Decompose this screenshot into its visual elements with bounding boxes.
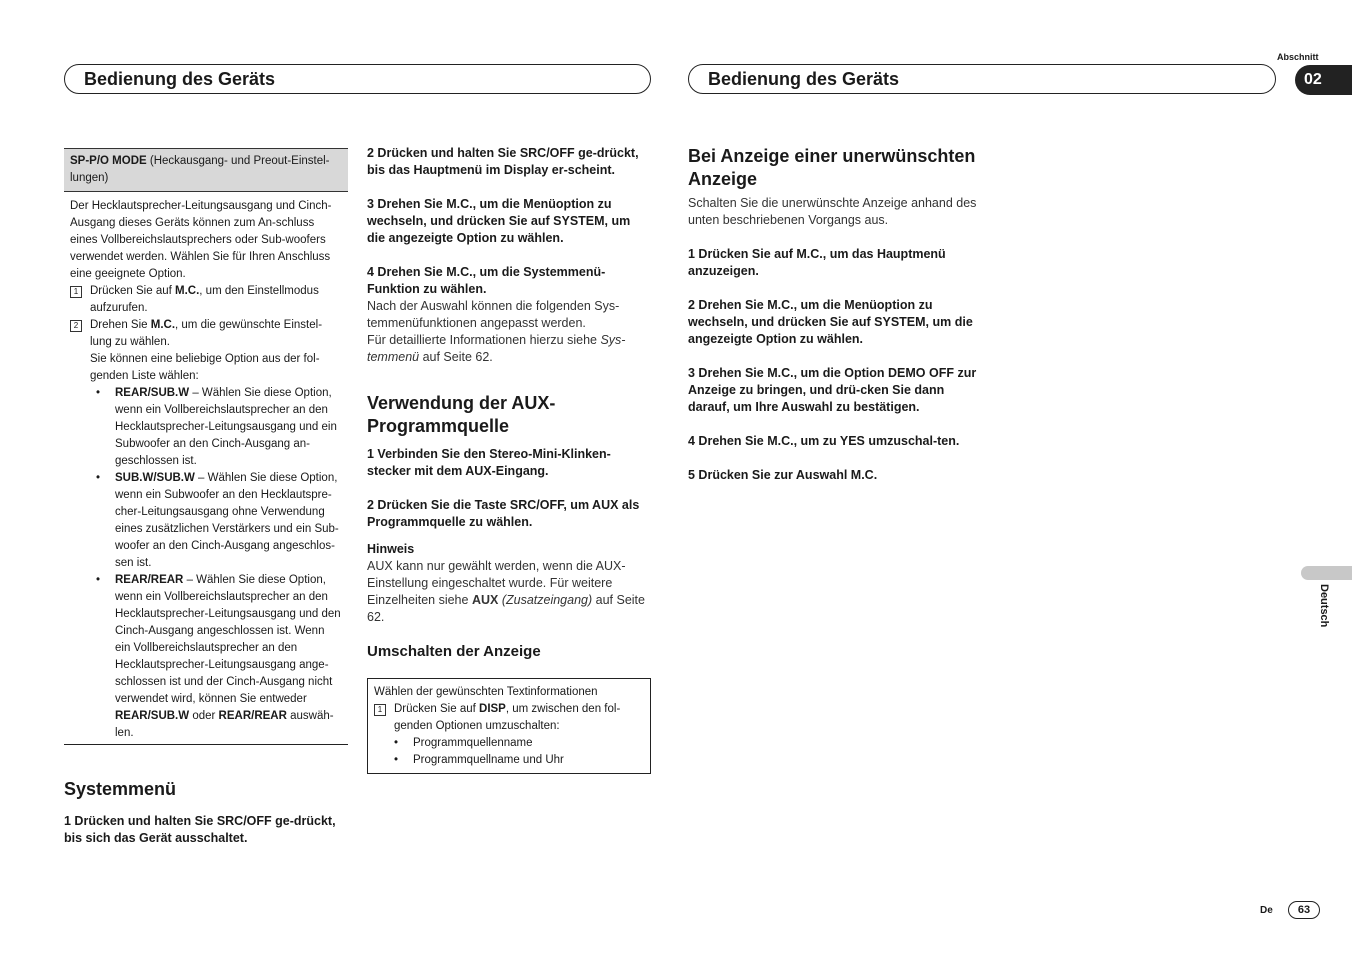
display-box-intro: Wählen der gewünschten Textinformationen: [374, 686, 598, 698]
step-text: [90, 317, 342, 351]
option-bullet: [96, 385, 342, 470]
hinweis-text-a: AUX kann nur gewählt werden, wenn die AUX-Einstellung eingeschaltet wurde. Für weitere Einzelheiten siehe: [367, 559, 626, 607]
option-ref: REAR/SUB.W: [115, 710, 190, 722]
step-2-sub: Sie können eine beliebige Option aus der fol-genden Liste wählen:: [90, 353, 320, 382]
step-text-a: Drücken Sie auf: [394, 703, 480, 715]
column-1: [64, 148, 348, 847]
section-title: Bedienung des Geräts: [708, 68, 900, 89]
bullet-icon: •: [394, 754, 399, 766]
section-number-badge: 02: [1295, 65, 1352, 95]
step-text-a: Drücken Sie auf: [90, 285, 176, 297]
sys-step-2: 2 Drücken und halten Sie SRC/OFF ge-drückt, bis das Hauptmenü im Display er-scheint.: [367, 146, 639, 177]
footer-language: De: [1260, 905, 1273, 916]
ref-link: Sys-temmenü: [367, 333, 626, 364]
demo-step-5: 5 Drücken Sie zur Auswahl M.C.: [688, 468, 878, 482]
hinweis-text-b: AUX: [471, 593, 499, 607]
step-text-b: M.C.: [175, 285, 200, 297]
bullet-icon: •: [96, 472, 101, 484]
option-ref: REAR/REAR: [218, 710, 287, 722]
sys-step-4: 4 Drehen Sie M.C., um die Systemmenü-Funktion zu wählen.: [367, 265, 606, 296]
option-desc: – Wählen Sie diese Option, wenn ein Vollbereichslautsprecher an den Hecklautsprecher-Leitungsausgang und ein Subwoofer an den Cinch-Ausgang an-geschlossen ist.: [115, 387, 337, 467]
aux-step-2: 2 Drücken Sie die Taste SRC/OFF, um AUX als Programmquelle zu wählen.: [367, 498, 640, 529]
language-tab: [1301, 566, 1352, 580]
option-name: SUB.W/SUB.W: [115, 472, 195, 484]
section-header-right: [688, 64, 1276, 94]
heading-unerwuenscht: Bei Anzeige einer unerwünschten Anzeige: [688, 146, 976, 189]
bullet-icon: •: [96, 574, 101, 586]
heading-umschalten: Umschalten der Anzeige: [367, 643, 541, 660]
hinweis-text: [367, 558, 651, 626]
step-text-c: , um zwischen den fol-genden Optionen umzuschalten:: [394, 703, 621, 732]
sys-step-4-ref: [367, 332, 651, 366]
display-option-label: Programmquellname und Uhr: [413, 754, 564, 766]
section-header-left: [64, 64, 651, 94]
option-name: REAR/SUB.W: [115, 387, 190, 399]
display-option: [394, 735, 644, 752]
setting-intro: Der Hecklautsprecher-Leitungsausgang und Cinch-Ausgang dieses Geräts können zum An-schluss eines Vollbereichslautsprechers oder Sub-woofers verwendet werden. Wählen Sie für Ihren Anschluss eine geeignete Option.: [70, 200, 332, 280]
display-option: [394, 752, 644, 769]
step-number: 1: [374, 704, 386, 716]
step-2: [70, 317, 342, 351]
demo-step-1: 1 Drücken Sie auf M.C., um das Hauptmenü anzuzeigen.: [688, 247, 946, 278]
bullet-icon: •: [96, 387, 101, 399]
option-desc: oder: [189, 710, 219, 722]
step-text-c: , um den Einstellmodus aufzurufen.: [90, 285, 319, 314]
aux-step-1: 1 Verbinden Sie den Stereo-Mini-Klinken-stecker mit dem AUX-Eingang.: [367, 447, 611, 478]
setting-desc: (Heckausgang- und Preout-Einstel-lungen): [70, 155, 330, 184]
sys-step-1: 1 Drücken und halten Sie SRC/OFF ge-drückt, bis sich das Gerät ausschaltet.: [64, 814, 336, 845]
setting-box-header: [64, 148, 348, 192]
column-3: [688, 145, 978, 484]
step-number: 2: [70, 320, 82, 332]
ref-text: auf Seite 62.: [419, 350, 493, 364]
demo-step-4: 4 Drehen Sie M.C., um zu YES umzuschal-ten.: [688, 434, 960, 448]
heading-aux: Verwendung der AUX-Programmquelle: [367, 393, 556, 436]
option-desc: – Wählen Sie diese Option, wenn ein Subwoofer an den Hecklautspre-cher-Leitungsausgang ohne Verwendung eines zusätzlichen Verstärkers und ein Sub-woofer an den Cinch-Ausgang angeschlos-sen ist.: [115, 472, 339, 569]
step-text-b: M.C.: [150, 319, 176, 331]
ref-text: Für detaillierte Informationen hierzu siehe: [367, 333, 601, 347]
section-title: Bedienung des Geräts: [84, 68, 276, 89]
option-bullet: [96, 470, 342, 572]
display-option-label: Programmquellenname: [413, 737, 533, 749]
section-label: Abschnitt: [1277, 52, 1319, 62]
bullet-icon: •: [394, 737, 399, 749]
page-number: 63: [1288, 901, 1320, 919]
hinweis-text-c: (Zusatzeingang): [498, 593, 593, 607]
sys-step-3: 3 Drehen Sie M.C., um die Menüoption zu wechseln, und drücken Sie auf SYSTEM, um die angezeigte Option zu wählen.: [367, 197, 631, 245]
setting-name: SP-P/O MODE: [70, 155, 147, 167]
step-text-b: DISP: [479, 703, 506, 715]
step-text-c: , um die gewünschte Einstel-lung zu wählen.: [90, 319, 323, 348]
step-text-a: Drehen Sie: [90, 319, 151, 331]
option-bullet: [96, 572, 342, 742]
column-2: [367, 145, 651, 774]
demo-step-2: 2 Drehen Sie M.C., um die Menüoption zu wechseln, und drücken Sie auf SYSTEM, um die angezeigte Option zu wählen.: [688, 298, 973, 346]
language-label: Deutsch: [1318, 584, 1330, 628]
display-step: [374, 701, 644, 735]
setting-box-body: [64, 192, 348, 745]
step-1: [70, 283, 342, 317]
demo-step-3: 3 Drehen Sie M.C., um die Option DEMO OFF zur Anzeige zu bringen, und drü-cken Sie dann darauf, um Ihre Auswahl zu bestätigen.: [688, 366, 977, 414]
step-number: 1: [70, 286, 82, 298]
option-desc: auswäh-len.: [115, 710, 334, 739]
option-name: REAR/REAR: [115, 574, 184, 586]
hinweis-text-d: auf Seite 62.: [367, 593, 645, 624]
heading-systemmenu: Systemmenü: [64, 779, 177, 799]
step-text: [90, 283, 342, 317]
hinweis-heading: Hinweis: [367, 542, 415, 556]
option-desc: – Wählen Sie diese Option, wenn ein Vollbereichslautsprecher an den Hecklautsprecher-Leitungsausgang und den Cinch-Ausgang angeschlossen ist. Wenn ein Vollbereichslautsprecher an den Hecklautsprecher-Leitungsausgang ange-schlossen ist und der Cinch-Ausgang nicht verwendet wird, können Sie entweder: [115, 574, 341, 705]
display-box: [367, 678, 651, 774]
intro-text: Schalten Sie die unerwünschte Anzeige anhand des unten beschriebenen Vorgangs aus.: [688, 196, 977, 227]
sys-step-4-note: Nach der Auswahl können die folgenden Sys-temmenüfunktionen angepasst werden.: [367, 299, 620, 330]
